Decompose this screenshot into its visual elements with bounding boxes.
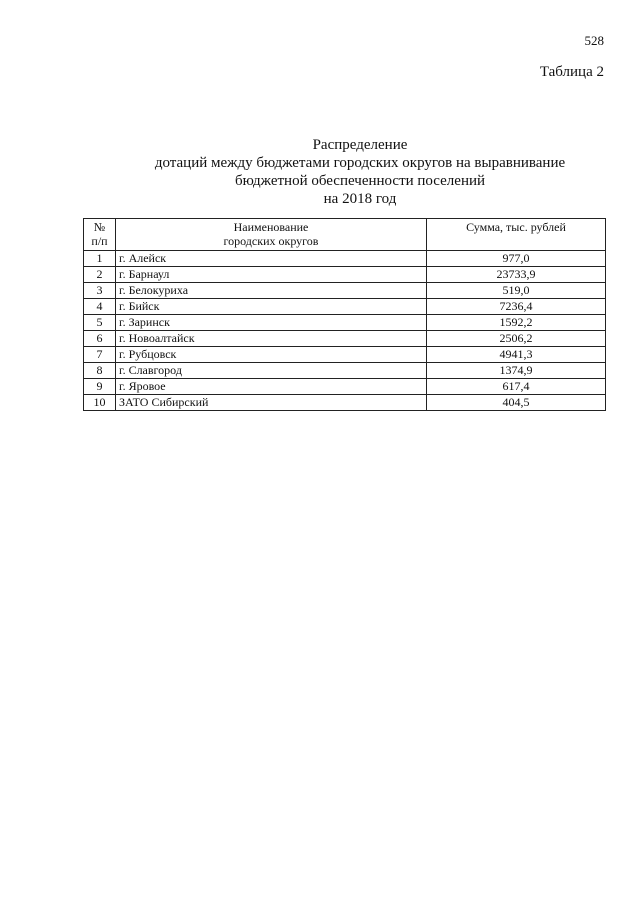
header-name [116,219,427,251]
header-name-line-1: Наименование [233,220,309,234]
row-number: 10 [84,395,116,411]
header-number-line-1: № [93,220,106,234]
page-number: 528 [584,33,604,48]
header-sum [427,219,606,251]
table-row [84,379,606,395]
row-sum: 4941,3 [427,347,606,363]
row-sum: 1592,2 [427,315,606,331]
document-title [80,136,640,208]
table-row [84,267,606,283]
title-line-4: на 2018 год [323,191,397,207]
row-number: 9 [84,379,116,395]
table-header-row [84,219,606,251]
header-number-line-2: п/п [91,234,108,248]
header-number [84,219,116,251]
row-sum: 977,0 [427,251,606,267]
row-number: 3 [84,283,116,299]
table-row [84,331,606,347]
title-line-2: дотаций между бюджетами городских округов на выравнивание [154,155,566,171]
table-row [84,395,606,411]
title-line-1: Распределение [312,137,408,153]
row-number: 1 [84,251,116,267]
header-name-line-2: городских округов [223,234,319,248]
table-row [84,299,606,315]
row-name: г. Алейск [116,251,427,267]
title-line-3: бюджетной обеспеченности поселений [234,173,486,189]
row-sum: 617,4 [427,379,606,395]
row-number: 2 [84,267,116,283]
row-name: г. Яровое [116,379,427,395]
row-name: г. Бийск [116,299,427,315]
row-sum: 519,0 [427,283,606,299]
row-sum: 7236,4 [427,299,606,315]
row-name: г. Заринск [116,315,427,331]
table-row [84,283,606,299]
row-sum: 1374,9 [427,363,606,379]
row-name: г. Новоалтайск [116,331,427,347]
row-name: г. Рубцовск [116,347,427,363]
row-number: 4 [84,299,116,315]
table-row [84,347,606,363]
row-sum: 23733,9 [427,267,606,283]
row-sum: 2506,2 [427,331,606,347]
row-number: 7 [84,347,116,363]
row-name: г. Белокуриха [116,283,427,299]
header-sum-label: Сумма, тыс. рублей [466,220,566,234]
row-number: 5 [84,315,116,331]
row-name: г. Барнаул [116,267,427,283]
row-name: ЗАТО Сибирский [116,395,427,411]
row-number: 8 [84,363,116,379]
table-row [84,363,606,379]
table-row [84,251,606,267]
row-sum: 404,5 [427,395,606,411]
table-label: Таблица 2 [539,64,604,80]
table-body [84,251,606,411]
row-name: г. Славгород [116,363,427,379]
table-row [84,315,606,331]
row-number: 6 [84,331,116,347]
subsidy-table [83,218,606,411]
